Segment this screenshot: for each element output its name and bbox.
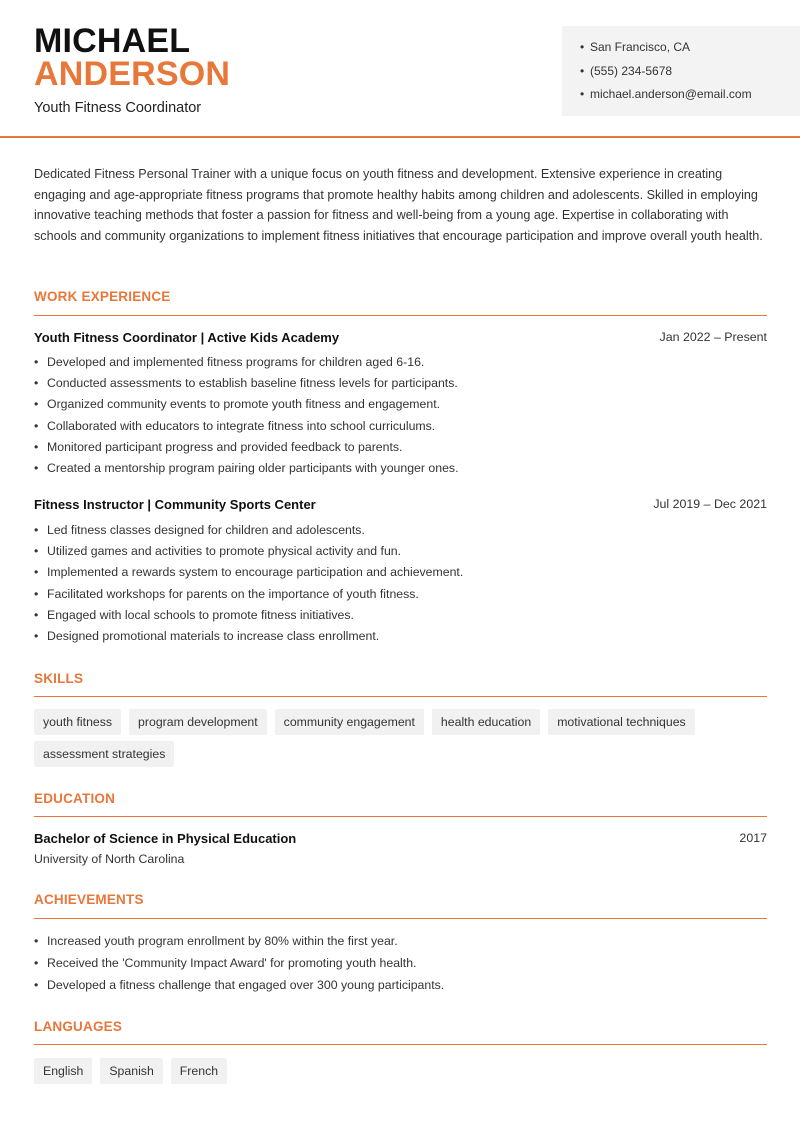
list-item: • Utilized games and activities to promote physical activity and fun. [34,541,767,562]
list-item: • Led fitness classes designed for children and adolescents. [34,520,767,541]
job-header [34,330,767,348]
section-title-skills: SKILLS [34,671,84,686]
job-role: Youth Fitness Coordinator | Active Kids Academy [34,330,340,345]
list-item: • Collaborated with educators to integrate fitness into school curriculums. [34,416,767,437]
section-divider [34,918,767,919]
education-school: University of North Carolina [34,852,185,866]
last-name: ANDERSON [34,55,231,93]
summary: Dedicated Fitness Personal Trainer with a unique focus on youth fitness and development. Extensive experience in creating engaging and age-appropriate fitness programs that promote healthy habits among children and adolescents. Skilled in employing innovative teaching methods that foster a passion for fitness and well-being from a young age. Expertise in collaborating with schools and community organizations to implement fitness initiatives that encourage participation and improve overall youth health. [34,167,763,243]
skill-chip: health education [432,709,540,735]
section-title-achievements: ACHIEVEMENTS [34,892,144,907]
education-degree: Bachelor of Science in Physical Education [34,831,297,846]
job-role: Fitness Instructor | Community Sports Center [34,497,316,512]
skill-chip: assessment strategies [34,741,174,767]
contact-box [562,26,800,116]
section-divider [34,816,767,817]
skill-chip: program development [129,709,267,735]
section-divider [34,696,767,697]
list-item: • Monitored participant progress and provided feedback to parents. [34,437,767,458]
language-chip: French [171,1058,227,1084]
skill-chip: motivational techniques [548,709,695,735]
list-item: • Engaged with local schools to promote fitness initiatives. [34,605,767,626]
section-divider [34,1044,767,1045]
resume-header [0,0,800,138]
job-bullets [34,352,767,479]
languages-list [34,1058,767,1084]
list-item: • Developed and implemented fitness programs for children aged 6-16. [34,352,767,373]
list-item: • Developed a fitness challenge that engaged over 300 young participants. [34,974,767,996]
job-bullets [34,520,767,647]
list-item: • Conducted assessments to establish baseline fitness levels for participants. [34,373,767,394]
section-title-education: EDUCATION [34,791,116,806]
section-divider [34,315,767,316]
education-year: 2017 [739,831,767,845]
contact-email: • michael.anderson@email.com [580,85,782,109]
language-chip: Spanish [100,1058,162,1084]
job-title: Youth Fitness Coordinator [34,100,202,116]
list-item: • Organized community events to promote youth fitness and engagement. [34,394,767,415]
skills-list [34,709,767,767]
job-date: Jul 2019 – Dec 2021 [653,497,767,511]
list-item: • Increased youth program enrollment by 80% within the first year. [34,930,767,952]
job-date: Jan 2022 – Present [659,330,767,344]
list-item: • Received the 'Community Impact Award' for promoting youth health. [34,952,767,974]
list-item: • Created a mentorship program pairing older participants with younger ones. [34,458,767,479]
achievement-bullets [34,930,767,996]
contact-phone: • (555) 234-5678 [580,62,782,86]
list-item: • Facilitated workshops for parents on the importance of youth fitness. [34,584,767,605]
list-item: • Designed promotional materials to increase class enrollment. [34,626,767,647]
list-item: • Implemented a rewards system to encourage participation and achievement. [34,562,767,583]
job-header [34,497,767,515]
language-chip: English [34,1058,92,1084]
skill-chip: community engagement [275,709,424,735]
skill-chip: youth fitness [34,709,121,735]
section-title-languages: LANGUAGES [34,1019,123,1034]
first-name: MICHAEL [34,22,191,60]
contact-location: • San Francisco, CA [580,38,782,62]
section-title-work: WORK EXPERIENCE [34,289,171,304]
